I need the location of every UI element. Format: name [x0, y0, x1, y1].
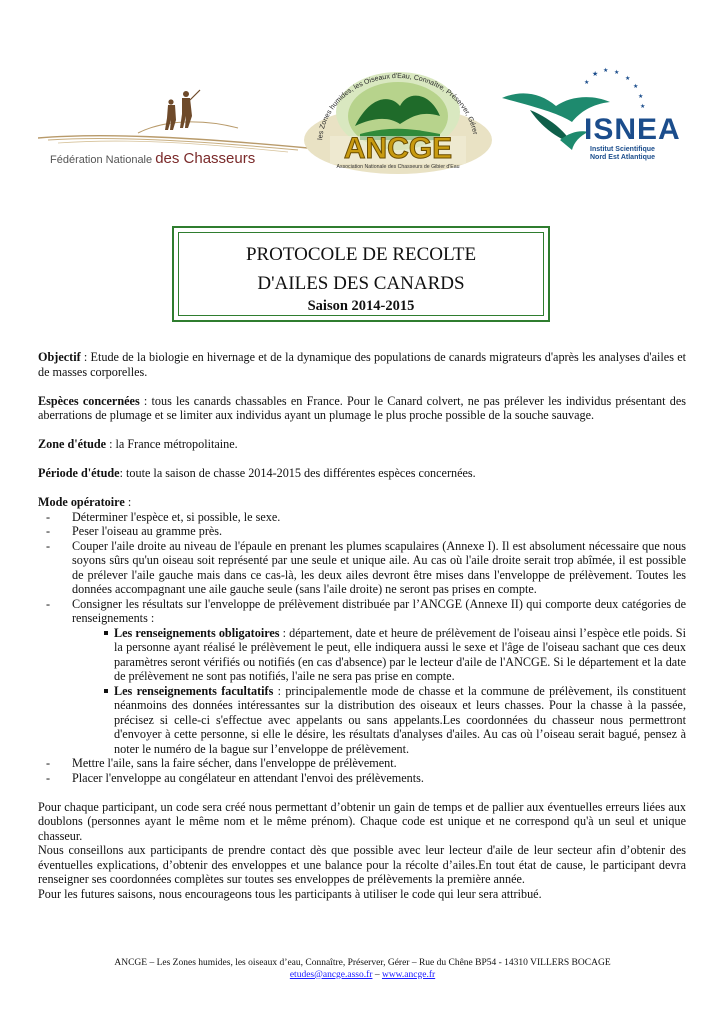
ancge-logo: [300, 66, 496, 176]
document-body: [38, 350, 686, 901]
closing-paragraph: Pour les futures saisons, nous encourageons tous les participants à utiliser le code qui leur sera attribué.: [38, 886, 542, 901]
email-link[interactable]: etudes@ancge.asso.fr: [289, 969, 373, 980]
list-item: - Consigner les résultats sur l'enveloppe de prélèvement distribuée par l’ANCGE (Annexe II) qui comporte deux catégories de renseignements :: [38, 597, 686, 626]
zone-paragraph: Zone d'étude : la France métropolitaine.: [38, 437, 238, 451]
isnea-wordmark: ISNEA: [584, 113, 681, 146]
mode-heading: Mode opératoire :: [38, 495, 132, 509]
fnc-hunters-logo: [38, 88, 308, 188]
title-box: [172, 226, 550, 322]
svg-text:les Zones humides, les Oiseaux: les Zones humides, les Oiseaux d'Eau, Connaître, Préserver, Gérer: [317, 72, 479, 141]
svg-text:★: ★: [584, 79, 590, 86]
website-link[interactable]: www.ancge.fr: [381, 969, 436, 980]
svg-text:★: ★: [614, 69, 620, 76]
sub-item-obligatoires: Les renseignements obligatoires : département, date et heure de prélèvement de l'oiseau ainsi l’espèce etle poids. Si la personne ayant réalisé le prélèvement le peut, elle indiquera aussi le sexe et l'âge de l'oiseau sachant que ces deux paramètres seront vérifiés ou notifiés (en cas d'absence) par le lecteur d'aile de l'ANCGE. Si le département et la date de prélèvement ne sont pas notifiés, l'aile ne sera pas prise en compte.: [38, 626, 686, 684]
svg-text:★: ★: [633, 83, 639, 90]
svg-text:★: ★: [603, 67, 609, 74]
closing-paragraph: Pour chaque participant, un code sera créé nous permettant d’obtenir un gain de temps et de pallier aux éventuelles erreurs liées aux doublons (personnes ayant le même nom et le même prénom). Chaque code est unique et ne correspond qu'à un seul et unique chasseur.: [38, 799, 686, 843]
title-line-1: PROTOCOLE DE RECOLTE: [245, 244, 477, 265]
objectif-paragraph: Objectif : Etude de la biologie en hivernage et de la dynamique des populations de canards migrateurs d'après les analyses d'ailes et de masses corporelles.: [38, 350, 686, 379]
list-item: - Placer l'enveloppe au congélateur en attendant l'envoi des prélèvements.: [38, 771, 686, 786]
list-item: - Peser l'oiseau au gramme près.: [38, 524, 686, 539]
footer-links: etudes@ancge.asso.fr – www.ancge.fr: [289, 969, 436, 980]
svg-text:★: ★: [625, 75, 631, 82]
svg-text:★: ★: [638, 93, 644, 100]
especes-paragraph: Espèces concernées : tous les canards chassables en France. Pour le Canard colvert, ne pas prélever les individus présentant des aberrations de plumage et se limiter aux individus ayant un plumage le plus proche possible de la souche sauvage.: [38, 393, 686, 422]
list-item: - Déterminer l'espèce et, si possible, le sexe.: [38, 510, 686, 525]
footer-address: ANCGE – Les Zones humides, les oiseaux d’eau, Connaître, Préserver, Gérer – Rue du Chêne BP54 - 14310 VILLERS BOCAGE: [114, 958, 611, 968]
title-line-2: D'AILES DES CANARDS: [257, 273, 465, 294]
header-logos: [0, 0, 725, 190]
isnea-subtitle: Institut Scientifique Nord Est Atlantique: [590, 146, 656, 161]
svg-text:★: ★: [640, 103, 646, 110]
title-season: Saison 2014-2015: [307, 298, 415, 314]
sub-item-facultatifs: Les renseignements facultatifs : principalementle mode de chasse et la commune de prélèvement, ils constituent néanmoins des données intéressantes sur la distribution des oiseaux et leurs chasses. Pour la chasse à la passée, précisez si celle-ci s'effectue avec appelants ou sans appelants.Les coordonnées du chasseur nous permettront d'envoyer à cette personne, si elle le désire, les résultats d'analyses d'ailes. Au cas où l’oiseau serait bagué, pensez à noter le numéro de la bague sur l’enveloppe de prélèvement.: [38, 684, 686, 757]
svg-text:Association Nationale des Chas: Association Nationale des Chasseurs de Gibier d'Eau: [336, 164, 460, 170]
list-item: - Couper l'aile droite au niveau de l'épaule en prenant les plumes scapulaires (Annexe I). Il est absolument nécessaire que nous soyons sûrs qu'un oiseau soit représenté par une seule et unique aile. Au cas où l'aile droite serait trop abîmée, il est possible de prélever l'aile gauche mais dans ce cas-là, les deux ailes devront être mises dans l'enveloppe de prélèvement. Toutes les données accompagnant une aile gauche seule (sans l'aile droite) ne seront pas prises en compte.: [38, 539, 686, 597]
footer: [0, 958, 725, 981]
closing-paragraph: Nous conseillons aux participants de prendre contact dès que possible avec leur lecteur d'aile de leur secteur afin d’obtenir des éventuelles explications, d’obtenir des enveloppes et une balance pour la récolte d’ailes.En tout état de cause, le participant devra renseigner ses coordonnées complètes sur toutes ses enveloppes de prélèvements la première année.: [38, 843, 686, 886]
svg-text:★: ★: [592, 70, 599, 78]
svg-text:ANCGE: ANCGE: [343, 132, 453, 165]
list-item: - Mettre l'aile, sans la faire sécher, dans l'enveloppe de prélèvement.: [38, 756, 686, 771]
periode-paragraph: Période d'étude: toute la saison de chasse 2014-2015 des différentes espèces concernées.: [38, 466, 476, 480]
fnc-wordmark: Fédération Nationale des Chasseurs: [50, 150, 256, 167]
